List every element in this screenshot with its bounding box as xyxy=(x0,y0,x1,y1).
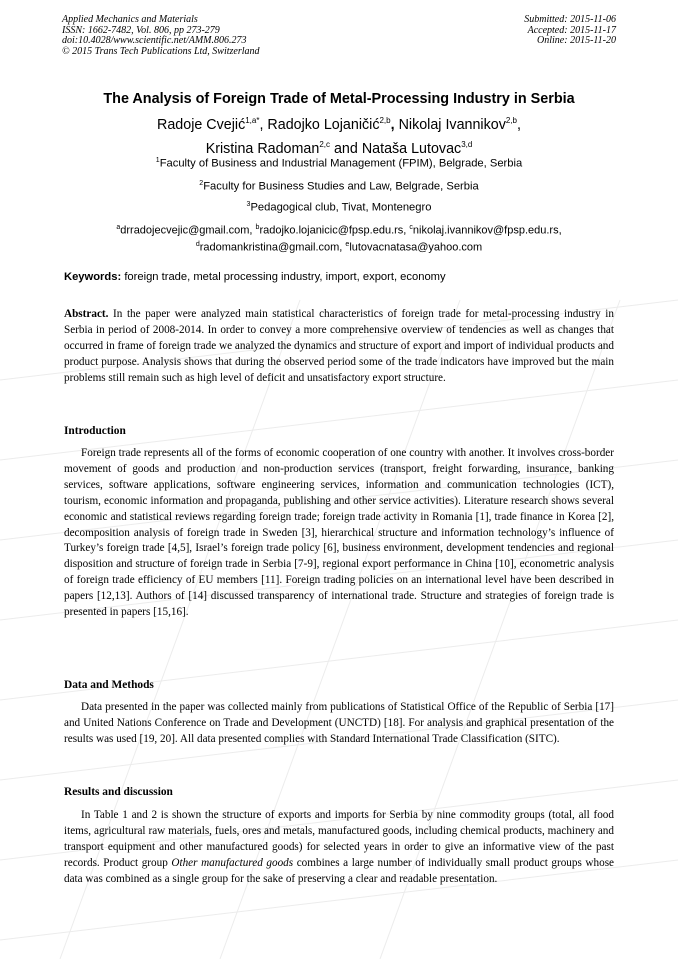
author-sup: 2,b xyxy=(379,116,391,125)
email-link[interactable]: radojko.lojanicic@fpsp.edu.rs, xyxy=(259,224,407,237)
journal-info xyxy=(62,15,260,57)
journal-doi[interactable]: doi:10.4028/www.scientific.net/AMM.806.273 xyxy=(62,35,247,47)
results-italic-term: Other manufactured goods xyxy=(171,856,294,869)
journal-issn: ISSN: 1662-7482, Vol. 806, pp 273-279 xyxy=(62,24,220,36)
author-and: and xyxy=(333,140,358,157)
author-name: Radojko Lojaničić xyxy=(267,116,380,133)
email-link[interactable]: nikolaj.ivannikov@fpsp.edu.rs, xyxy=(412,224,562,237)
introduction-text: Foreign trade represents all of the forms of economic cooperation of one country with another. It involves cross-border movement of goods and production and non-production services (transport, freight forwarding, insurance, banking services, software applications, software engineering services, information and communication technologies (ICT), tourism, economic information and propaganda, publishing and other service activities). Literature research shows several economic and statistical reviews regarding foreign trade; foreign trade activity in Romania [1], trade finance in Korea [2], decomposition analysis of foreign trade in Sweden [3], hierarchical structure and information technology’s influence of Turkey’s foreign trade [4,5], Israel’s foreign trade policy [6], business environment, development tendencies and regional disposition and structure of foreign trade in Serbia [7-9], regional export performance in China [10], econometric analysis of foreign trade efficiency of EU members [11]. Foreign trading policies on an international level have been described in papers [12,13]. Authors of [14] discussed transparency of international trade. Structure and strategies of foreign trade is presented in papers [15,16]. xyxy=(64,447,614,619)
keywords-label: Keywords: xyxy=(64,271,122,283)
abstract xyxy=(64,307,614,387)
email-link[interactable]: drradojecvejic@gmail.com, xyxy=(120,224,253,237)
section-heading-data-methods: Data and Methods xyxy=(64,679,154,691)
author-sup: 1,a* xyxy=(245,116,260,125)
author-sup: 3,d xyxy=(461,139,473,149)
abstract-label: Abstract. xyxy=(64,308,109,320)
email-link[interactable]: lutovacnatasa@yahoo.com xyxy=(349,241,483,254)
abstract-text: In the paper were analyzed main statistical characteristics of foreign trade for metal-processing industry in Serbia in period of 2008-2014. In order to convey a more comprehensive overview of tendencies as well as changes that occurred in frame of foreign trade we analyzed the dynamics and structure of export and import of individual products and product purpose. Analysis shows that during the observed period some of the trade indicators have improved but the main problems still remain such as high level of deficit and unsatisfactory export structure. xyxy=(64,308,615,384)
affiliation-1: $^1$Faculty of Business and Industrial Management (FPIM), Belgrade, Serbia xyxy=(155,157,523,170)
journal-name: Applied Mechanics and Materials xyxy=(62,14,198,25)
keywords xyxy=(64,271,624,283)
author-sup: 2,c xyxy=(319,139,330,149)
results-text: In Table 1 and 2 is shown the structure of exports and imports for Serbia by nine commodity groups (total, all food items, agricultural raw materials, fuels, ores and metals, manufactured goods, including chemical products, machinery and transport equipment and other manufactured goods) for selected years in order to give an informative view of the past records. Product group Other manufactured goods combines a large number of individually small product groups whose data was combined as a single group for the sake of preserving a clear and readable presentation. xyxy=(64,809,615,885)
keywords-text: foreign trade, metal processing industry, import, export, economy xyxy=(124,271,446,283)
section-heading-introduction: Introduction xyxy=(64,425,126,437)
author-name: Radoje Cvejić xyxy=(157,116,246,133)
date-accepted: Accepted: 2015-11-17 xyxy=(527,24,616,36)
journal-copyright: © 2015 Trans Tech Publications Ltd, Switzerland xyxy=(62,45,260,57)
author-list: Radoje Cvejić$^{1,a*}$, Radojko Lojaničić$^{2,b}$, Nikolaj Ivannikov$^{2,b}$, Kristina Radoman$^{2,c}$ and Nataša Lutovac$^{3,d}$ xyxy=(157,116,521,157)
email-list: $^a$drradojecvejic@gmail.com, $^b$radojko.lojanicic@fpsp.edu.rs, $^c$nikolaj.ivannikov@fpsp.edu.rs, $^d$radomankristina@gmail.com, $^e$lutovacnatasa@yahoo.com xyxy=(116,224,562,254)
email-link[interactable]: radomankristina@gmail.com, xyxy=(199,241,343,254)
date-online: Online: 2015-11-20 xyxy=(537,35,616,47)
paper-title: The Analysis of Foreign Trade of Metal-Processing Industry in Serbia xyxy=(103,91,575,107)
affiliation-2: $^2$Faculty for Business Studies and Law, Belgrade, Serbia xyxy=(199,180,479,193)
affiliation-3: $^3$Pedagogical club, Tivat, Montenegro xyxy=(246,201,432,214)
data-methods-text: Data presented in the paper was collected mainly from publications of Statistical Office of the Republic of Serbia [17] and United Nations Conference on Trade and Development (UNCTD) [18]. For analysis and graphical presentation of the results was used [19, 20]. All data presented complies with Standard International Trade Classification (SITC). xyxy=(64,701,614,745)
date-submitted: Submitted: 2015-11-06 xyxy=(524,14,616,25)
author-name: Nikolaj Ivannikov xyxy=(398,116,506,133)
author-sup: 2,b xyxy=(505,116,517,125)
section-heading-results: Results and discussion xyxy=(64,786,173,798)
author-name: Nataša Lutovac xyxy=(361,140,462,157)
dates-info xyxy=(524,15,616,47)
author-name: Kristina Radoman xyxy=(205,140,320,157)
